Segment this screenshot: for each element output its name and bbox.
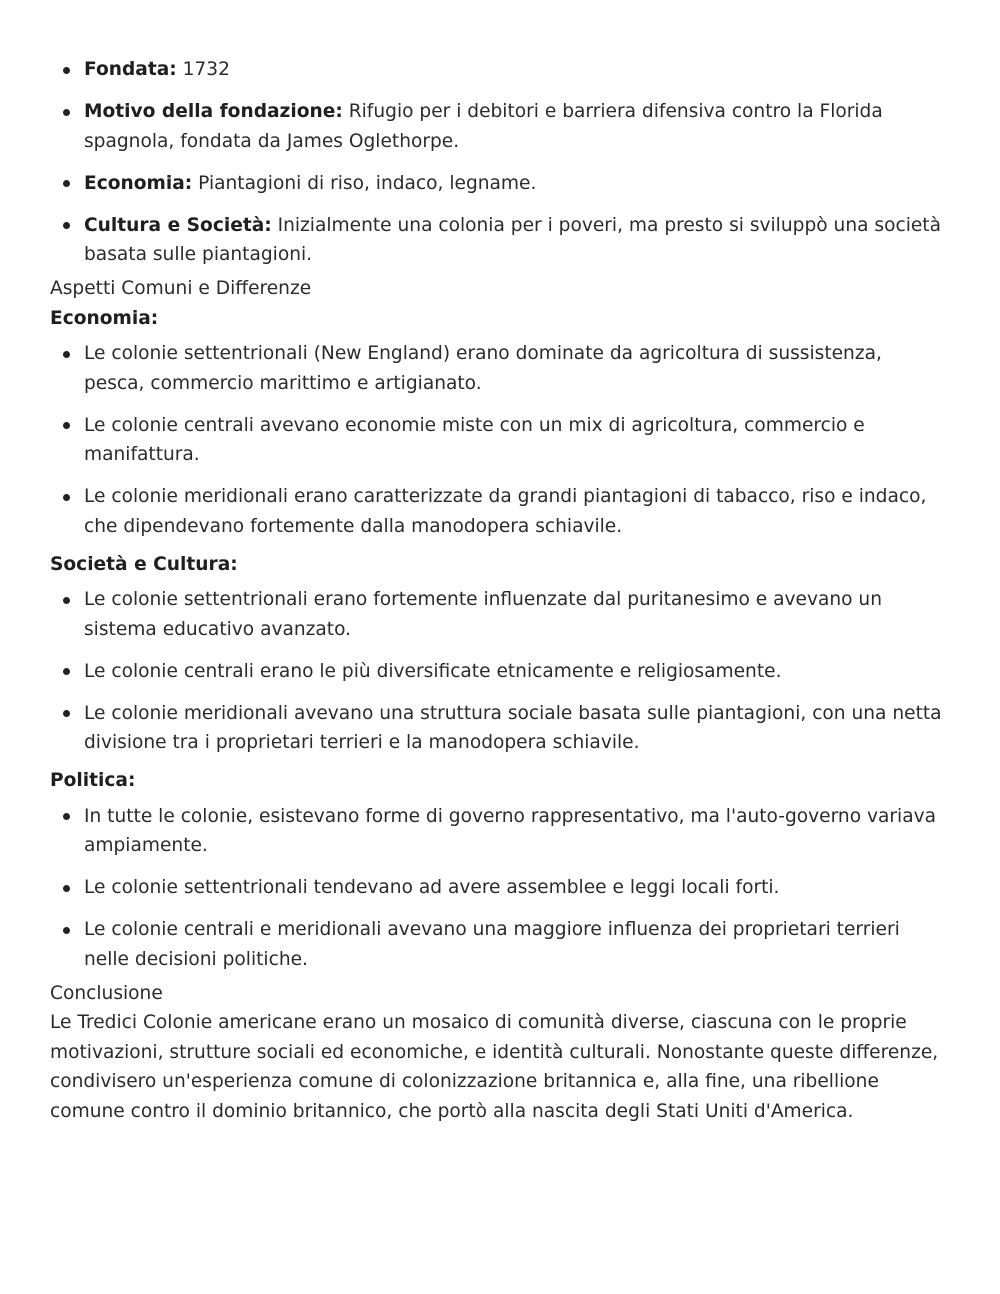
list-item: Le colonie centrali e meridionali avevano una maggiore influenza dei proprietari terrieri nelle decisioni politiche.: [84, 915, 945, 974]
list-item: Le colonie settentrionali (New England) erano dominate da agricoltura di sussistenza, pesca, commercio marittimo e artigianato.: [84, 339, 945, 398]
fact-text: Piantagioni di riso, indaco, legname.: [192, 172, 537, 194]
conclusion-title: Conclusione: [50, 982, 163, 1004]
fact-label: Motivo della fondazione:: [84, 101, 343, 122]
fact-text: 1732: [176, 59, 230, 80]
list-item: Le colonie centrali erano le più diversificate etnicamente e religiosamente.: [84, 657, 945, 687]
list-item: [84, 169, 945, 199]
list-item: [84, 97, 945, 156]
list-item: Le colonie meridionali erano caratterizzate da grandi piantagioni di tabacco, riso e indaco, che dipendevano fortemente dalla manodopera schiavile.: [84, 482, 945, 541]
georgia-facts-list: [50, 55, 945, 270]
society-heading: Società e Cultura:: [50, 553, 238, 575]
list-item: Le colonie settentrionali tendevano ad avere assemblee e leggi locali forti.: [84, 873, 945, 903]
list-item: Le colonie settentrionali erano fortemente influenzate dal puritanesimo e avevano un sistema educativo avanzato.: [84, 585, 945, 644]
list-item: In tutte le colonie, esistevano forme di governo rappresentativo, ma l'auto-governo variava ampiamente.: [84, 802, 945, 861]
fact-label: Economia:: [84, 172, 193, 194]
society-list: [50, 585, 945, 758]
fact-label: Cultura e Società:: [84, 214, 272, 236]
economy-list: [50, 339, 945, 541]
list-item: [84, 55, 945, 85]
politics-list: [50, 802, 945, 975]
fact-text: Inizialmente una colonia per i poveri, ma presto si sviluppò una società basata sulle piantagioni.: [84, 214, 941, 265]
fact-label: Fondata:: [84, 59, 177, 80]
list-item: [84, 211, 945, 270]
economy-heading: Economia:: [50, 307, 159, 329]
politics-heading: Politica:: [50, 770, 136, 791]
conclusion-paragraph: Le Tredici Colonie americane erano un mosaico di comunità diverse, ciascuna con le proprie motivazioni, strutture sociali ed economiche, e identità culturali. Nonostante queste differenze, condivisero un'esperienza comune di colonizzazione britannica e, alla fine, una ribellione comune contro il dominio britannico, che portò alla nascita degli Stati Uniti d'America.: [50, 1012, 939, 1122]
list-item: Le colonie meridionali avevano una struttura sociale basata sulle piantagioni, con una netta divisione tra i proprietari terrieri e la manodopera schiavile.: [84, 699, 945, 758]
fact-text: Rifugio per i debitori e barriera difensiva contro la Florida spagnola, fondata da James Oglethorpe.: [84, 101, 883, 152]
list-item: Le colonie centrali avevano economie miste con un mix di agricoltura, commercio e manifattura.: [84, 411, 945, 470]
comparison-section-title: Aspetti Comuni e Differenze: [50, 278, 312, 299]
